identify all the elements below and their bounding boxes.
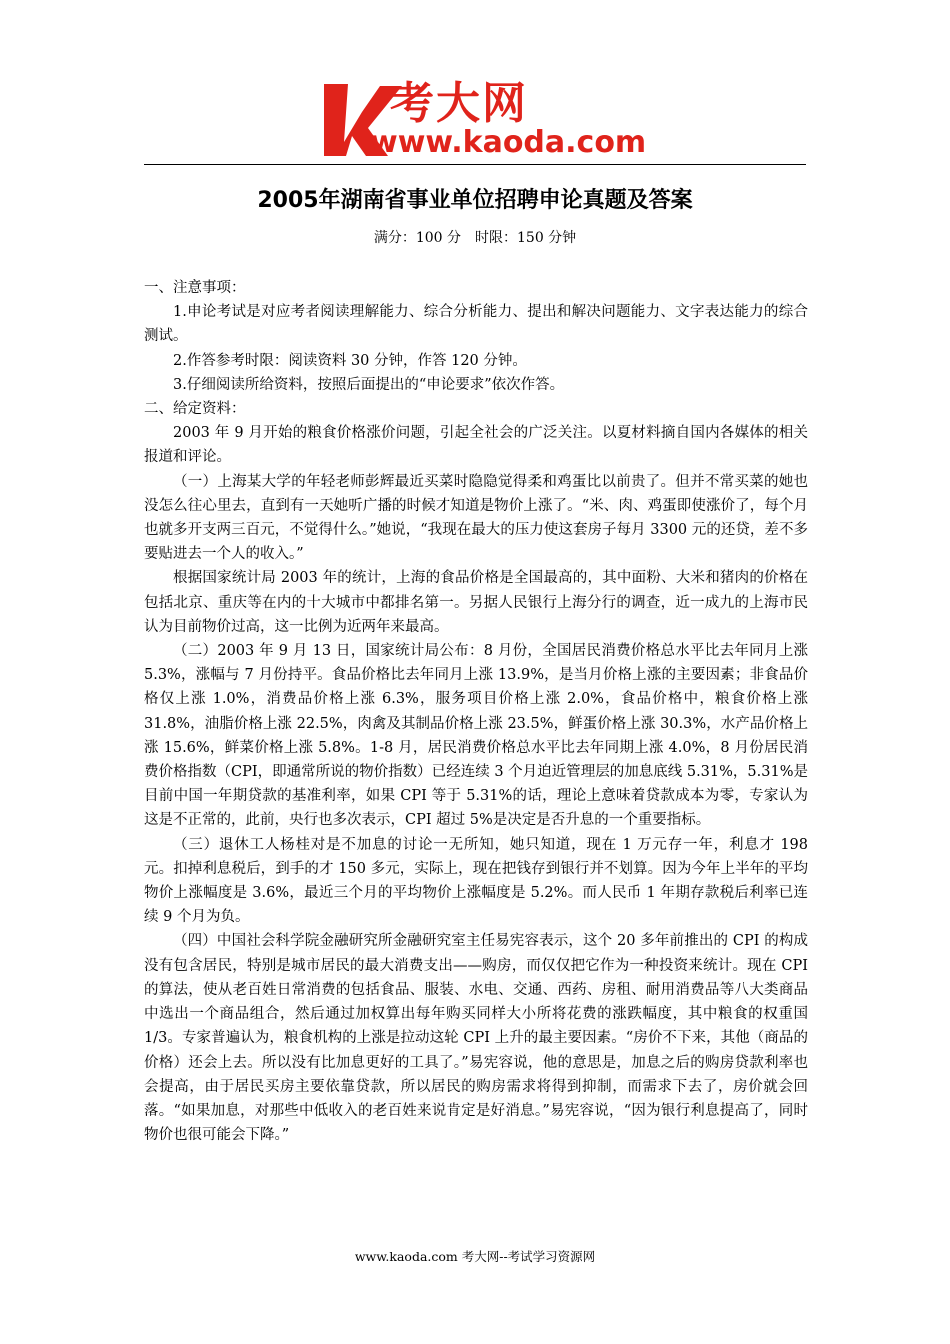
paragraph: （三）退休工人杨桂对是不加息的讨论一无所知，她只知道，现在 1 万元存一年，利息才 198 元。扣掉利息税后，到手的才 150 多元，实际上，现在把钱存到银行并不划算。因为今年上半年的平均物价上涨幅度是 3.6%，最近三个月的平均物价上涨幅度是 5.2%。而人民币 1 年期存款税后利率已连续 9 个月为负。 [144,836,808,926]
paragraph: 根据国家统计局 2003 年的统计，上海的食品价格是全国最高的，其中面粉、大米和猪肉的价格在包括北京、重庆等在内的十大城市中都排名第一。另据人民银行上海分行的调查，近一成九的上海市民认为目前物价过高，这一比例为近两年来最高。 [144,570,808,635]
paragraph: （一）上海某大学的年轻老师彭辉最近买菜时隐隐觉得柔和鸡蛋比以前贵了。但并不常买菜的她也没怎么往心里去，直到有一天她听广播的时候才知道是物价上涨了。“米、肉、鸡蛋即使涨价了，每个月也就多开支两三百元，不觉得什么。”她说，“我现在最大的压力使这套房子每月 3300 元的还贷，差不多要贴进去一个人的收入。” [144,473,808,563]
paragraph: （二）2003 年 9 月 13 日，国家统计局公布：8 月份，全国居民消费价格总水平比去年同月上涨 5.3%，涨幅与 7 月份持平。食品价格比去年同月上涨 13.9%，是当月价格上涨的主要因素；非食品价格仅上涨 1.0%，消费品价格上涨 6.3%，服务项目价格上涨 2.0%，食品价格中，粮食价格上涨 31.8%，油脂价格上涨 22.5%，肉禽及其制品价格上涨 23.5%，鲜蛋价格上涨 30.3%，水产品价格上涨 15.6%，鲜菜价格上涨 5.8%。1-8 月，居民消费价格总水平比去年同期上涨 4.0%，8 月份居民消费价格指数（CPI，即通常所说的物价指数）已经连续 3 个月迫近管理层的加息底线 5.31%，5.31%是目前中国一年期贷款的基准利率，如果 CPI 等于 5.31%的话，理论上意味着贷款成本为零，专家认为这是不正常的，此前，央行也多次表示，CPI 超过 5%是决定是否升息的一个重要指标。 [144,643,808,829]
document-body [144,276,808,1147]
paragraph: 二、给定资料： [144,401,246,418]
paragraph: 2003 年 9 月开始的粮食价格涨价问题，引起全社会的广泛关注。以夏材料摘自国内各媒体的相关报道和评论。 [144,425,808,466]
logo-url: www.kaoda.com [370,125,647,160]
kaoda-logo [318,78,647,162]
paragraph: 2.作答参考时限：阅读资料 30 分钟，作答 120 分钟。 [173,352,527,369]
paragraph: 1.申论考试是对应考者阅读理解能力、综合分析能力、提出和解决问题能力、文字表达能力的综合测试。 [144,304,808,345]
exam-meta: 满分：100 分 时限：150 分钟 [373,230,577,246]
header-divider [144,164,806,165]
paragraph: （四）中国社会科学院金融研究所金融研究室主任易宪容表示，这个 20 多年前推出的 CPI 的构成没有包含居民，特别是城市居民的最大消费支出——购房，而仅仅把它作为一种投资来统计。现在 CPI 的算法，使从老百姓日常消费的包括食品、服装、水电、交通、西药、房租、耐用消费品等八大类商品中选出一个商品组合，然后通过加权算出每年购买同样大小所将花费的涨跌幅度，其中粮食的权重国 1/3。专家普遍认为，粮食机构的上涨是拉动这轮 CPI 上升的最主要因素。“房价不下来，其他（商品的价格）还会上去。所以没有比加息更好的工具了。”易宪容说，他的意思是，加息之后的购房贷款利率也会提高，由于居民买房主要依靠贷款，所以居民的购房需求将得到抑制，而需求下去了，房价就会回落。“如果加息，对那些中低收入的老百姓来说肯定是好消息。”易宪容说，“因为银行利息提高了，同时物价也很可能会下降。” [144,933,808,1144]
logo-title: 考大网 [390,78,528,129]
paragraph: 一、注意事项： [144,280,246,296]
document-title: 2005年湖南省事业单位招聘申论真题及答案 [257,188,693,213]
page-footer: www.kaoda.com 考大网--考试学习资源网 [354,1249,596,1264]
paragraph: 3.仔细阅读所给资料，按照后面提出的“申论要求”依次作答。 [173,376,565,393]
